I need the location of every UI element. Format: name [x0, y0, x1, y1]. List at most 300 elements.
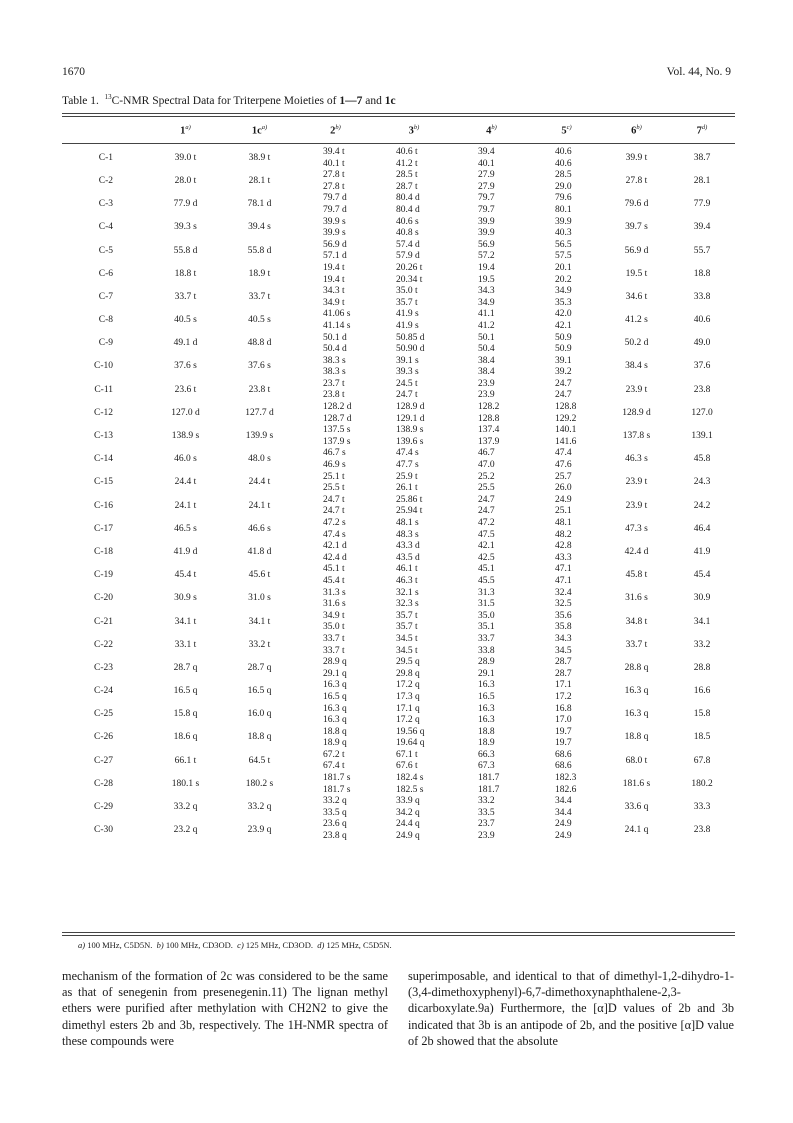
shift-value: 17.2 q [396, 715, 420, 726]
shift-value: 29.0 [555, 181, 572, 192]
shift-cell: 33.7 t [174, 291, 197, 302]
shift-cell: 19.5 t [625, 268, 648, 279]
volume-info: Vol. 44, No. 9 [666, 66, 731, 78]
shift-cell-double [529, 704, 604, 727]
shift-cell-double [529, 217, 604, 240]
shift-cell-double [374, 796, 454, 819]
table-row [62, 564, 735, 587]
shift-cell: 28.7 q [173, 662, 198, 673]
nmr-data-table [62, 116, 735, 843]
shift-value: 40.8 s [396, 228, 419, 239]
shift-cell-double [454, 611, 529, 634]
shift-value: 29.8 q [396, 668, 420, 679]
shift-value: 47.1 [555, 575, 572, 586]
shift-value: 20.34 t [396, 274, 423, 285]
shift-value: 50.4 d [323, 344, 347, 355]
shift-value: 33.2 q [323, 796, 347, 807]
column-header: 1$^{a)}$ [180, 123, 191, 137]
table-row [62, 727, 735, 750]
shift-cell: 23.6 t [174, 384, 197, 395]
shift-value: 67.6 t [396, 761, 418, 772]
shift-value: 45.4 t [323, 575, 345, 586]
shift-cell: 23.9 q [247, 825, 272, 836]
shift-cell-double [297, 217, 374, 240]
shift-value: 35.0 [478, 610, 495, 621]
shift-cell: 23.9 t [625, 500, 648, 511]
table-bottom-rule [62, 932, 735, 933]
shift-cell: 33.2 [693, 639, 711, 650]
shift-value: 38.4 [478, 367, 495, 378]
shift-value: 16.5 [478, 691, 495, 702]
shift-value: 38.3 s [323, 355, 346, 366]
shift-value: 16.8 [555, 703, 572, 714]
shift-cell-double [374, 263, 454, 286]
shift-cell: 49.1 d [173, 338, 198, 349]
shift-value: 139.6 s [396, 436, 424, 447]
shift-value: 47.4 [555, 448, 572, 459]
shift-value: 25.7 [555, 471, 572, 482]
shift-cell-double [297, 680, 374, 703]
shift-value: 46.7 s [323, 448, 346, 459]
shift-cell-double [454, 819, 529, 842]
table-row [62, 680, 735, 703]
shift-cell-double [297, 170, 374, 193]
shift-value: 46.1 t [396, 564, 418, 575]
shift-value: 41.14 s [323, 320, 351, 331]
shift-cell: 39.4 s [248, 222, 271, 233]
shift-value: 16.5 q [323, 691, 347, 702]
shift-cell-double [529, 541, 604, 564]
shift-cell-double [297, 727, 374, 750]
shift-value: 18.8 [478, 726, 495, 737]
shift-cell-double [374, 472, 454, 495]
shift-cell-double [454, 773, 529, 796]
shift-value: 28.5 t [396, 170, 418, 181]
shift-value: 34.4 [555, 807, 572, 818]
shift-cell-double [529, 819, 604, 842]
shift-value: 128.8 [478, 413, 500, 424]
shift-value: 26.0 [555, 483, 572, 494]
footnote-text: 125 MHz, C5D5N. [326, 940, 392, 950]
shift-value: 28.7 [555, 668, 572, 679]
table-row [62, 750, 735, 773]
shift-value: 35.0 t [323, 622, 345, 633]
shift-value: 40.1 t [323, 158, 345, 169]
shift-cell: 34.1 [693, 616, 711, 627]
shift-value: 68.6 [555, 749, 572, 760]
shift-value: 33.2 [478, 796, 495, 807]
shift-value: 181.7 [478, 784, 500, 795]
shift-value: 29.5 q [396, 657, 420, 668]
shift-cell-double [529, 634, 604, 657]
shift-cell: 68.0 t [625, 755, 648, 766]
shift-cell: 24.2 [693, 500, 711, 511]
carbon-label: C-14 [94, 454, 113, 465]
shift-value: 34.9 t [323, 610, 345, 621]
shift-value: 34.2 q [396, 807, 420, 818]
shift-cell: 16.5 q [173, 686, 198, 697]
shift-cell: 16.3 q [624, 686, 649, 697]
shift-cell-double [529, 448, 604, 471]
shift-cell-double [297, 564, 374, 587]
shift-cell: 45.8 t [625, 570, 648, 581]
shift-cell-double [297, 704, 374, 727]
table-footnotes [78, 940, 392, 950]
shift-cell: 67.8 [693, 755, 711, 766]
shift-value: 29.1 q [323, 668, 347, 679]
shift-value: 40.6 [555, 147, 572, 157]
shift-value: 39.1 s [396, 355, 419, 366]
shift-cell: 41.9 d [173, 546, 198, 557]
shift-cell-double [374, 773, 454, 796]
shift-cell-double [529, 472, 604, 495]
shift-value: 33.8 [478, 645, 495, 656]
shift-cell-double [297, 541, 374, 564]
shift-cell: 33.2 t [248, 639, 271, 650]
shift-value: 40.6 [555, 158, 572, 169]
shift-value: 25.2 [478, 471, 495, 482]
shift-value: 17.1 q [396, 703, 420, 714]
shift-value: 39.4 t [323, 147, 345, 157]
shift-value: 56.9 d [323, 239, 347, 250]
shift-cell: 33.7 t [248, 291, 271, 302]
shift-cell: 34.1 t [174, 616, 197, 627]
shift-value: 137.9 s [323, 436, 351, 447]
carbon-label: C-5 [98, 245, 113, 256]
shift-value: 24.4 q [396, 819, 420, 830]
shift-value: 47.1 [555, 564, 572, 575]
shift-value: 33.5 q [323, 807, 347, 818]
shift-value: 39.1 [555, 355, 572, 366]
shift-cell-double [374, 541, 454, 564]
shift-value: 57.4 d [396, 239, 420, 250]
shift-cell: 23.8 [693, 825, 711, 836]
shift-cell: 138.9 s [171, 431, 200, 442]
shift-value: 50.9 [555, 332, 572, 343]
shift-cell-double [529, 425, 604, 448]
carbon-label: C-9 [98, 338, 113, 349]
table-row [62, 773, 735, 796]
shift-value: 33.7 t [323, 645, 345, 656]
shift-value: 45.5 [478, 575, 495, 586]
carbon-label: C-16 [94, 500, 113, 511]
shift-cell: 28.1 [693, 175, 711, 186]
shift-value: 80.4 d [396, 193, 420, 204]
shift-cell-double [454, 217, 529, 240]
shift-cell-double [297, 379, 374, 402]
caption-isotope: 13 [104, 93, 112, 101]
shift-value: 181.7 s [323, 773, 351, 784]
shift-cell: 15.8 [693, 709, 711, 720]
shift-cell: 41.2 s [625, 315, 648, 326]
shift-cell-double [374, 143, 454, 170]
shift-value: 46.9 s [323, 460, 346, 471]
shift-value: 42.0 [555, 309, 572, 320]
shift-value: 16.3 [478, 680, 495, 691]
shift-cell: 30.9 s [174, 593, 197, 604]
shift-value: 19.4 t [323, 262, 345, 273]
shift-value: 31.6 s [323, 599, 346, 610]
table-row [62, 704, 735, 727]
shift-cell: 47.3 s [625, 523, 648, 534]
carbon-label: C-13 [94, 431, 113, 442]
shift-value: 34.4 [555, 796, 572, 807]
shift-value: 56.9 [478, 239, 495, 250]
shift-value: 16.3 q [323, 680, 347, 691]
shift-value: 18.8 q [323, 726, 347, 737]
shift-value: 80.4 d [396, 204, 420, 215]
shift-cell: 18.5 [693, 732, 711, 743]
shift-value: 129.2 [555, 413, 577, 424]
shift-cell-double [374, 170, 454, 193]
carbon-label: C-20 [94, 593, 113, 604]
shift-cell-double [297, 309, 374, 332]
shift-cell-double [297, 286, 374, 309]
shift-cell-double [454, 425, 529, 448]
footnote-mark: a) [78, 940, 86, 950]
shift-cell-double [529, 657, 604, 680]
shift-cell: 33.7 t [625, 639, 648, 650]
column-header: 3$^{b)}$ [408, 123, 420, 137]
shift-cell-double [454, 402, 529, 425]
shift-cell-double [374, 286, 454, 309]
shift-value: 24.7 [478, 494, 495, 505]
shift-value: 33.9 q [396, 796, 420, 807]
shift-value: 38.4 [478, 355, 495, 366]
shift-cell-double [374, 819, 454, 842]
shift-value: 41.1 [478, 309, 495, 320]
shift-value: 57.1 d [323, 251, 347, 262]
shift-value: 39.9 [478, 216, 495, 227]
shift-value: 128.2 d [323, 402, 352, 413]
shift-cell: 41.8 d [247, 546, 272, 557]
shift-value: 32.1 s [396, 587, 419, 598]
shift-cell: 50.2 d [624, 338, 649, 349]
shift-value: 41.06 s [323, 309, 351, 320]
shift-cell: 49.0 [693, 338, 711, 349]
shift-value: 40.3 [555, 228, 572, 239]
column-header: 6$^{b)}$ [631, 123, 642, 137]
carbon-label: C-12 [94, 407, 113, 418]
shift-cell-double [297, 657, 374, 680]
shift-cell-double [454, 495, 529, 518]
shift-cell: 45.8 [693, 454, 711, 465]
shift-cell: 37.6 [693, 361, 711, 372]
shift-value: 80.1 [555, 204, 572, 215]
shift-value: 182.5 s [396, 784, 424, 795]
shift-cell: 24.3 [693, 477, 711, 488]
shift-cell-double [374, 564, 454, 587]
shift-cell-double [374, 750, 454, 773]
shift-cell: 31.6 s [625, 593, 648, 604]
shift-cell-double [374, 217, 454, 240]
shift-cell: 28.7 q [247, 662, 272, 673]
shift-value: 35.3 [555, 297, 572, 308]
shift-cell-double [454, 143, 529, 170]
shift-cell: 46.3 s [625, 454, 648, 465]
shift-cell: 40.6 [693, 315, 711, 326]
shift-value: 40.1 [478, 158, 495, 169]
shift-cell-double [454, 634, 529, 657]
shift-cell-double [374, 193, 454, 216]
shift-value: 182.3 [555, 773, 577, 784]
table-row [62, 263, 735, 286]
table-header-row [62, 116, 735, 143]
shift-cell-double [454, 286, 529, 309]
shift-cell: 64.5 t [248, 755, 271, 766]
shift-value: 182.6 [555, 784, 577, 795]
shift-value: 25.86 t [396, 494, 423, 505]
shift-value: 34.9 [555, 286, 572, 297]
shift-cell-double [297, 333, 374, 356]
carbon-label: C-1 [98, 152, 113, 163]
shift-value: 50.9 [555, 344, 572, 355]
shift-cell-double [454, 588, 529, 611]
shift-cell: 41.9 [693, 546, 711, 557]
shift-value: 47.2 [478, 518, 495, 528]
shift-cell-double [529, 143, 604, 170]
table-row [62, 425, 735, 448]
table-row [62, 356, 735, 379]
shift-value: 26.1 t [396, 483, 418, 494]
shift-value: 42.1 [478, 541, 495, 552]
shift-cell: 48.8 d [247, 338, 272, 349]
shift-value: 47.6 [555, 460, 572, 471]
table-bottom-rule-inner [62, 935, 735, 936]
table-row [62, 634, 735, 657]
shift-value: 35.8 [555, 622, 572, 633]
table-row [62, 143, 735, 170]
shift-cell: 24.4 t [248, 477, 271, 488]
footnote-text: 100 MHz, C5D5N. [87, 940, 153, 950]
shift-cell-double [529, 309, 604, 332]
shift-cell-double [374, 402, 454, 425]
shift-cell: 16.6 [693, 686, 711, 697]
shift-value: 137.4 [478, 425, 500, 436]
table-row [62, 333, 735, 356]
shift-value: 31.3 s [323, 587, 346, 598]
shift-cell-double [374, 727, 454, 750]
shift-value: 19.5 [478, 274, 495, 285]
table-row [62, 541, 735, 564]
footnote-mark: b) [156, 940, 164, 950]
shift-cell-double [529, 796, 604, 819]
carbon-label: C-27 [94, 755, 113, 766]
table-caption [62, 93, 396, 107]
shift-value: 79.6 [555, 193, 572, 204]
shift-cell: 23.9 t [625, 477, 648, 488]
carbon-label: C-24 [94, 686, 113, 697]
shift-value: 38.3 s [323, 367, 346, 378]
shift-value: 79.7 d [323, 204, 347, 215]
shift-cell: 45.4 [693, 570, 711, 581]
shift-cell: 39.7 s [625, 222, 648, 233]
table-row [62, 379, 735, 402]
shift-cell: 127.7 d [245, 407, 274, 418]
shift-cell-double [454, 796, 529, 819]
shift-value: 32.4 [555, 587, 572, 598]
shift-cell: 28.8 q [624, 662, 649, 673]
shift-cell-double [454, 356, 529, 379]
shift-value: 35.1 [478, 622, 495, 633]
table-row [62, 518, 735, 541]
shift-cell: 39.3 s [174, 222, 197, 233]
shift-cell: 34.6 t [625, 291, 648, 302]
table-row [62, 402, 735, 425]
shift-value: 16.3 q [323, 715, 347, 726]
shift-cell: 45.4 t [174, 570, 197, 581]
shift-value: 42.8 [555, 541, 572, 552]
shift-value: 17.2 [555, 691, 572, 702]
caption-range: 1—7 [339, 94, 363, 107]
shift-cell-double [374, 634, 454, 657]
shift-cell-double [297, 518, 374, 541]
carbon-label: C-10 [94, 361, 113, 372]
shift-cell-double [454, 333, 529, 356]
shift-cell: 37.6 s [248, 361, 271, 372]
shift-cell: 38.4 s [625, 361, 648, 372]
shift-value: 28.5 [555, 170, 572, 181]
table-row [62, 472, 735, 495]
shift-value: 68.6 [555, 761, 572, 772]
shift-value: 25.5 t [323, 483, 345, 494]
shift-cell: 77.9 d [173, 199, 198, 210]
carbon-label: C-7 [98, 291, 113, 302]
shift-value: 50.85 d [396, 332, 425, 343]
table-top-rule [62, 113, 735, 114]
shift-cell: 180.2 [691, 778, 713, 789]
shift-cell: 24.1 t [248, 500, 271, 511]
shift-cell: 18.8 q [247, 732, 272, 743]
shift-cell-double [297, 263, 374, 286]
shift-cell-double [529, 680, 604, 703]
shift-value: 46.3 t [396, 575, 418, 586]
table-row [62, 796, 735, 819]
shift-cell-double [529, 611, 604, 634]
shift-value: 39.2 [555, 367, 572, 378]
shift-cell-double [529, 518, 604, 541]
shift-value: 47.7 s [396, 460, 419, 471]
shift-cell-double [529, 170, 604, 193]
shift-value: 32.3 s [396, 599, 419, 610]
shift-cell-double [297, 402, 374, 425]
shift-value: 50.90 d [396, 344, 425, 355]
shift-cell: 16.5 q [247, 686, 272, 697]
carbon-label: C-28 [94, 778, 113, 789]
shift-cell: 33.1 t [174, 639, 197, 650]
table-row [62, 309, 735, 332]
shift-value: 137.9 [478, 436, 500, 447]
shift-value: 39.3 s [396, 367, 419, 378]
shift-value: 140.1 [555, 425, 577, 436]
shift-value: 23.7 t [323, 378, 345, 389]
shift-value: 67.3 [478, 761, 495, 772]
shift-value: 25.1 [555, 506, 572, 517]
shift-value: 31.3 [478, 587, 495, 598]
shift-cell-double [454, 193, 529, 216]
carbon-label: C-4 [98, 222, 113, 233]
shift-cell: 79.6 d [624, 199, 649, 210]
carbon-label: C-21 [94, 616, 113, 627]
body-paragraph-left: mechanism of the formation of 2c was considered to be the same as that of senegenin from presenegenin.11) The lignan methyl ethers were purified after methylation with CH2N2 to give the dimethyl esters 2b and 3b, respectively. The 1H-NMR spectra of these compounds were [62, 969, 388, 1048]
shift-cell-double [374, 240, 454, 263]
shift-value: 40.6 t [396, 147, 418, 157]
shift-value: 24.9 q [396, 831, 420, 842]
shift-cell: 48.0 s [248, 454, 271, 465]
shift-cell: 33.2 q [173, 802, 198, 813]
shift-value: 27.8 t [323, 181, 345, 192]
carbon-label: C-30 [94, 825, 113, 836]
